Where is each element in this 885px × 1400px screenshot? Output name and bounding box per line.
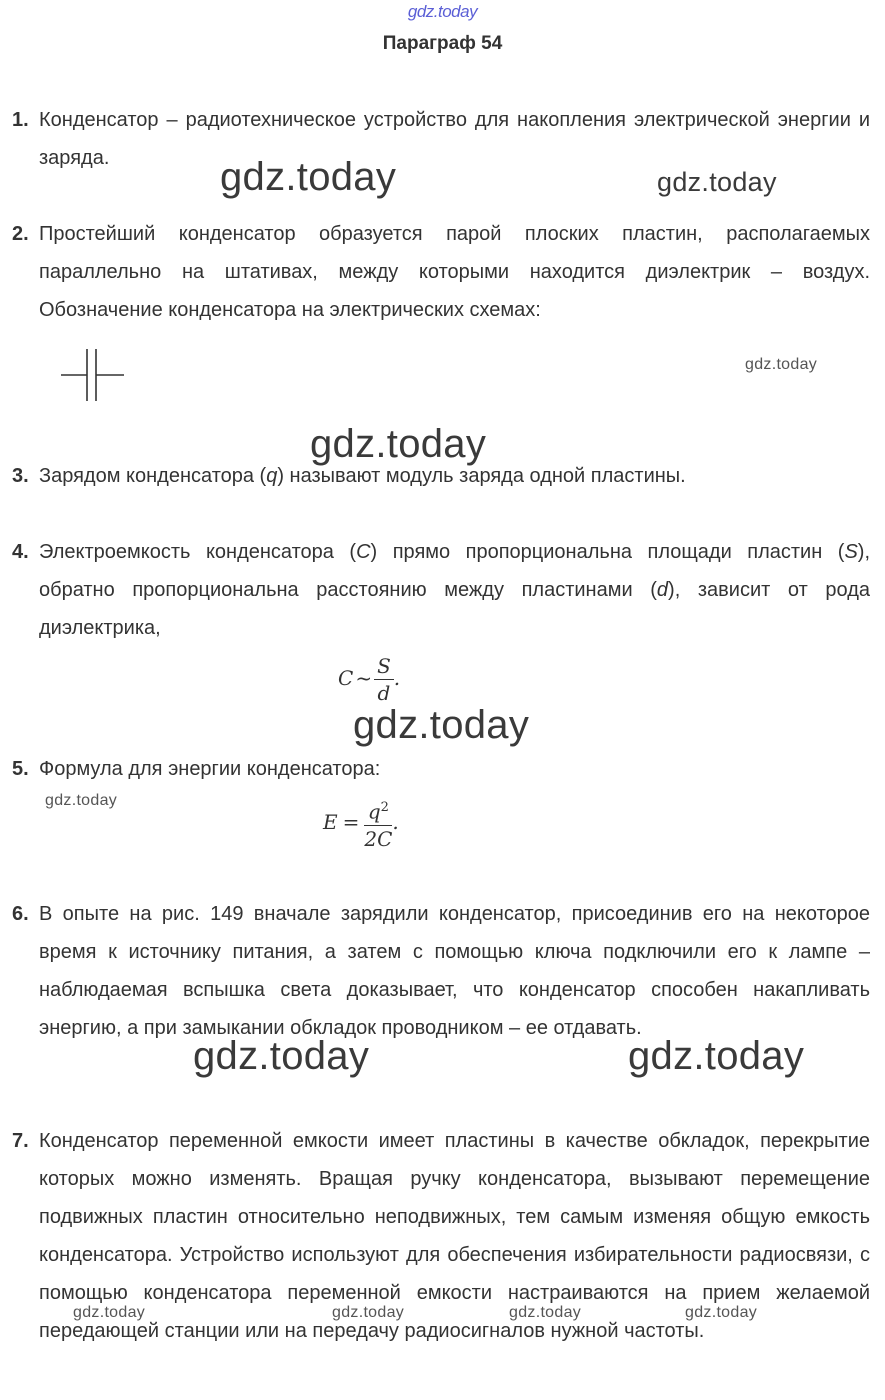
item-text: В опыте на рис. 149 вначале зарядили конденсатор, присоединив его на некоторое время к источнику питания, а затем с помощью ключа подключили его к лампе – наблюдаемая вспышка света доказывает, что конденсатор способен накапливать энергию, а при замыкании обкладок проводником – ее отдавать. (39, 903, 870, 1039)
watermark: gdz.today (745, 356, 818, 373)
item-number: 6. (12, 903, 29, 925)
item-text: Зарядом конденсатора (q) называют модуль заряда одной пластины. (39, 465, 686, 487)
item-text: Конденсатор – радиотехническое устройство для накопления электрической энергии и заряда. (39, 109, 870, 169)
watermark: gdz.today (220, 155, 397, 199)
site-logo: gdz.today (407, 2, 478, 21)
watermark: gdz.today (353, 703, 530, 747)
capacitance-formula: C ~ $\frac{S}{d}$ . (338, 654, 401, 705)
capacitor-symbol-icon (58, 345, 128, 405)
item-number: 7. (12, 1130, 29, 1152)
list-item-1 (12, 101, 870, 177)
item-text: Простейший конденсатор образуется парой плоских пластин, располагаемых параллельно на штативах, между которыми находится диэлектрик – воздух. Обозначение конденсатора на электрических схемах: (39, 223, 870, 321)
list-item-5 (12, 750, 870, 788)
watermark: gdz.today (193, 1034, 370, 1078)
energy-formula: E = $\frac{q^2}{2C}$ . (323, 795, 399, 852)
page-title: Параграф 54 (382, 33, 503, 54)
watermark: gdz.today (310, 422, 487, 466)
item-text: Конденсатор переменной емкости имеет пластины в качестве обкладок, перекрытие которых можно изменять. Вращая ручку конденсатора, вызывают перемещение подвижных пластин относительно неподвижных, тем самым изменяя общую емкость конденсатора. Устройство используют для обеспечения избирательности радиосвязи, с помощью конденсатора переменной емкости настраиваются на прием желаемой передающей станции или на передачу радиосигналов нужной частоты. (39, 1130, 870, 1342)
item-number: 3. (12, 465, 29, 487)
watermark: gdz.today (332, 1304, 405, 1321)
item-text: Электроемкость конденсатора (C) прямо пропорциональна площади пластин (S), обратно пропорциональна расстоянию между пластинами (d), зависит от рода диэлектрика, (39, 541, 870, 639)
list-item-4 (12, 533, 870, 647)
watermark: gdz.today (509, 1304, 582, 1321)
watermark: gdz.today (657, 167, 777, 197)
watermark: gdz.today (73, 1304, 146, 1321)
watermark: gdz.today (628, 1034, 805, 1078)
item-number: 4. (12, 541, 29, 563)
watermark: gdz.today (685, 1304, 758, 1321)
item-number: 2. (12, 223, 29, 245)
item-number: 1. (12, 109, 29, 131)
item-number: 5. (12, 758, 29, 780)
list-item-6 (12, 895, 870, 1047)
watermark: gdz.today (45, 792, 118, 809)
item-text: Формула для энергии конденсатора: (39, 758, 381, 780)
list-item-2 (12, 215, 870, 329)
